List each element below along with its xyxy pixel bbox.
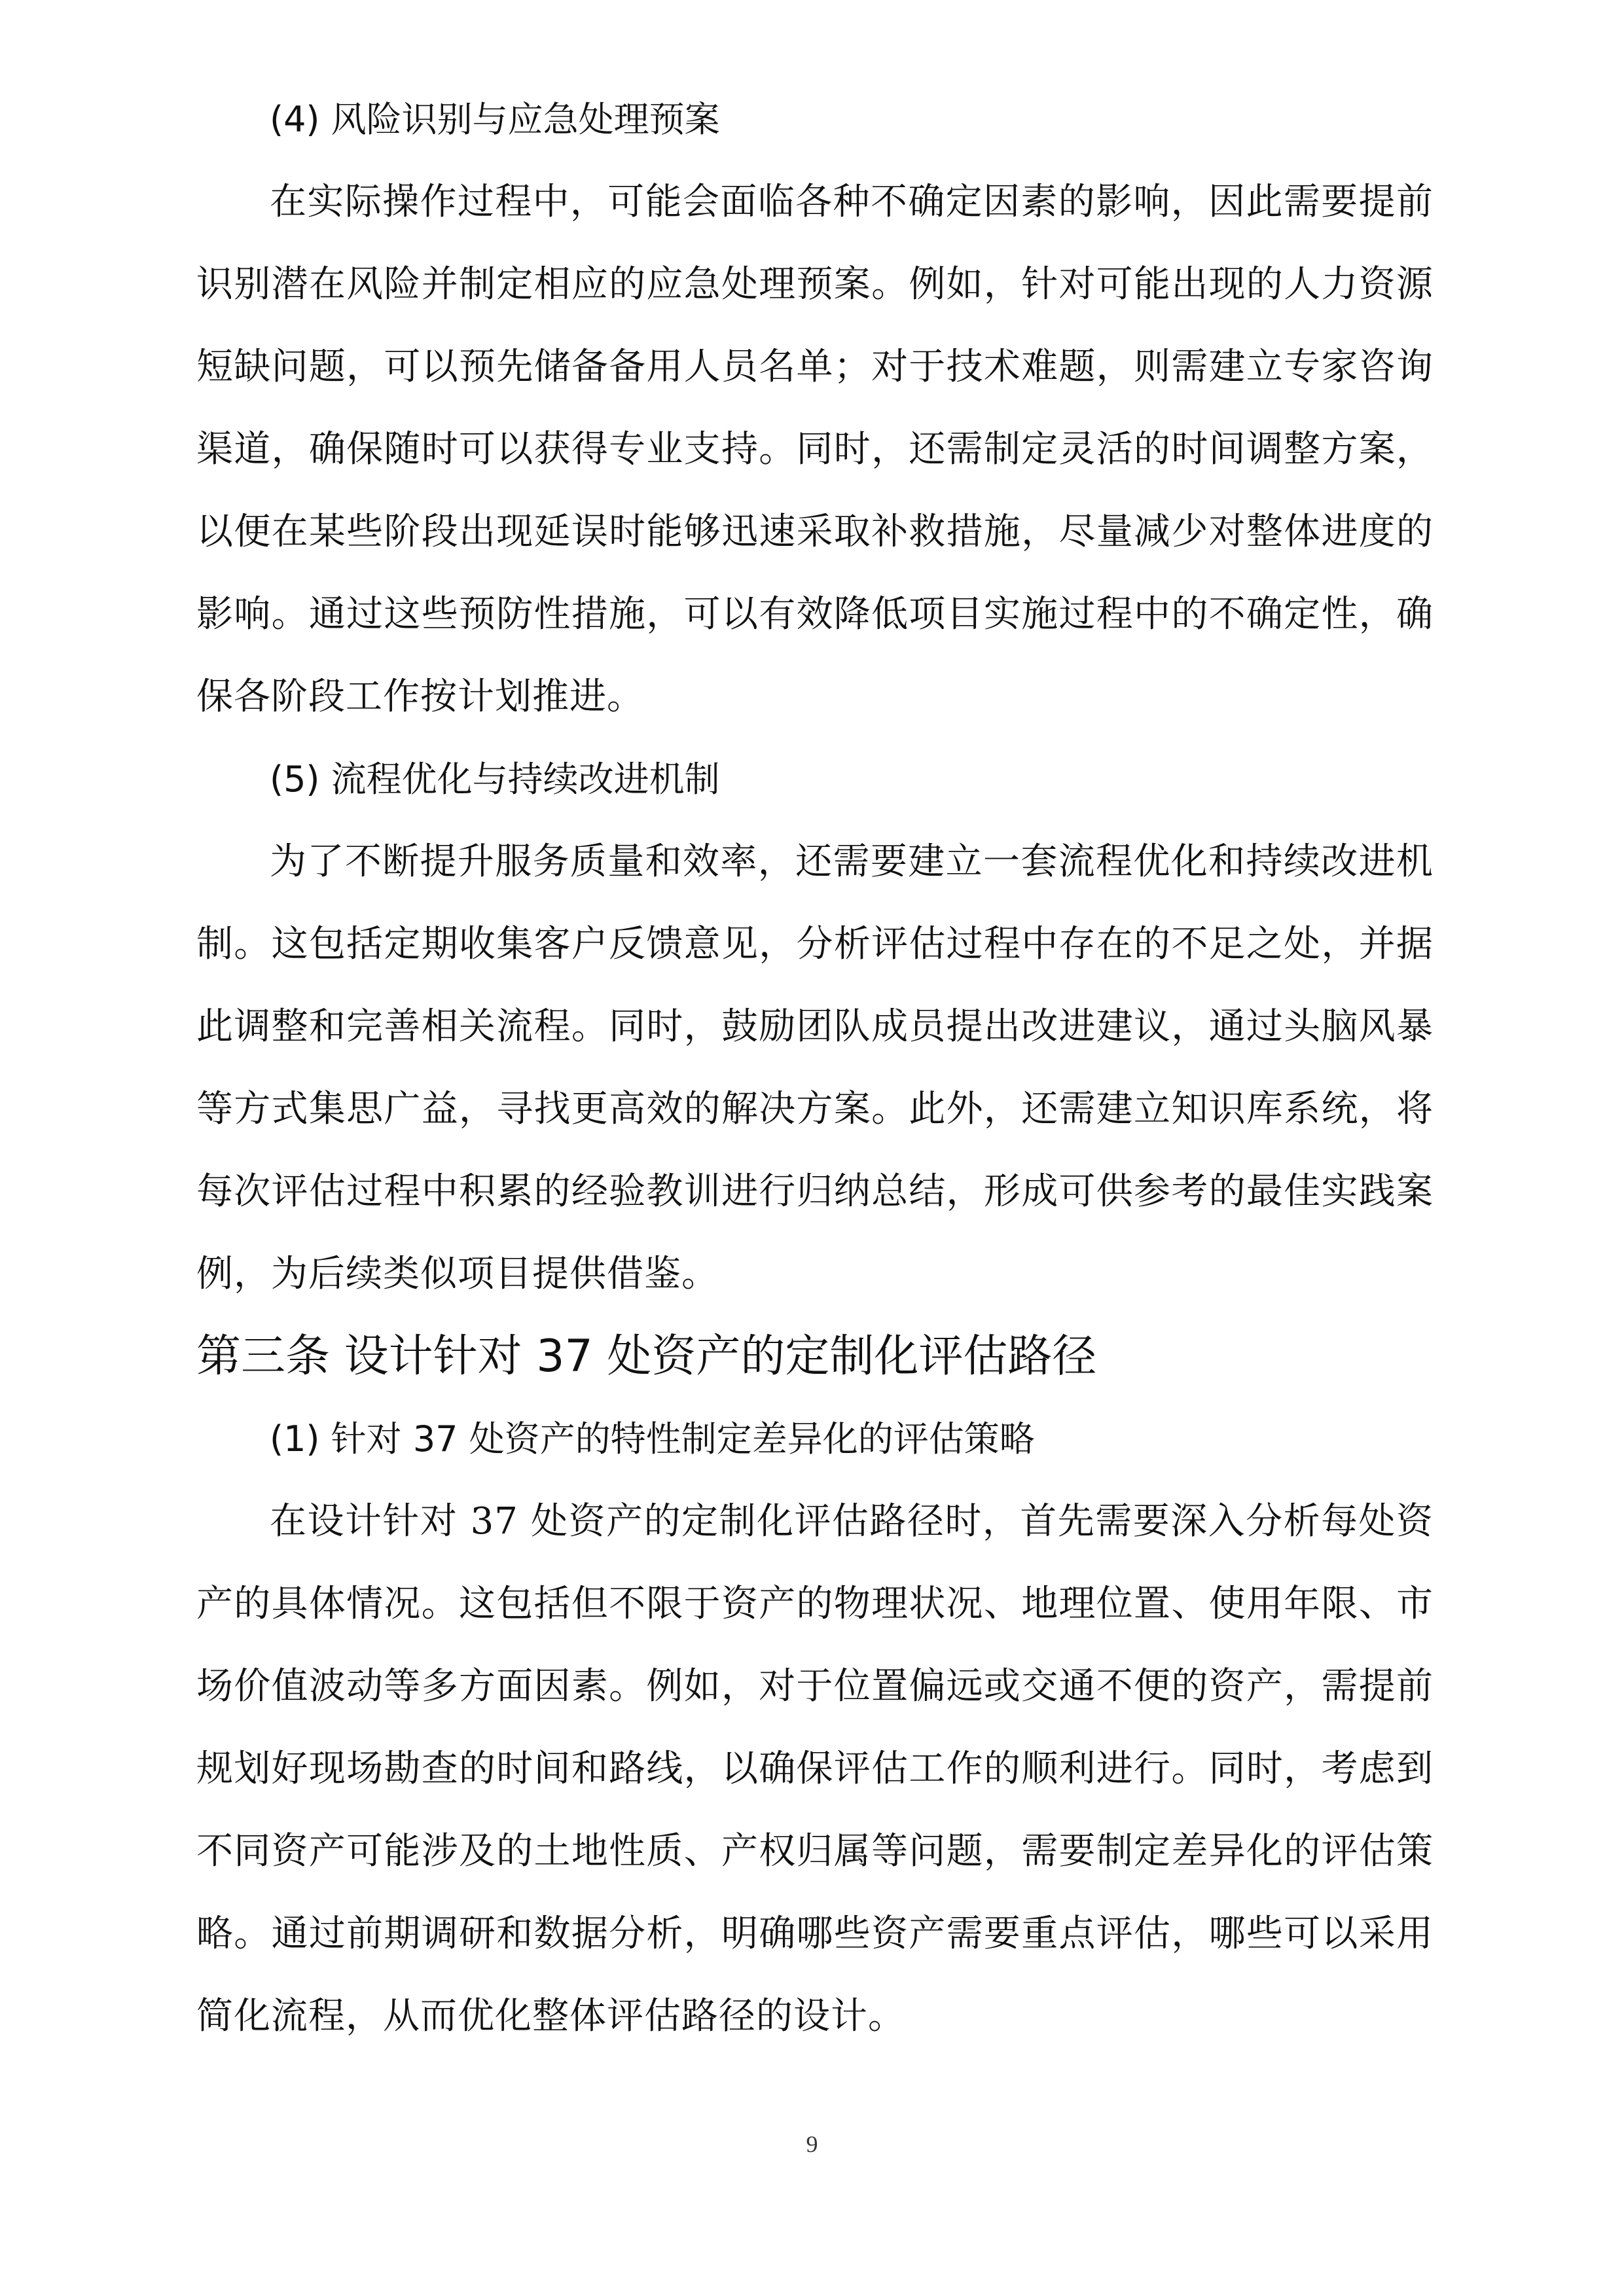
subsection-title-strategy: (1) 针对 37 处资产的特性制定差异化的评估策略: [270, 1418, 1035, 1460]
subsection-title-risk: (4) 风险识别与应急处理预案: [270, 99, 720, 140]
subsection-title-process: (5) 流程优化与持续改进机制: [270, 759, 720, 800]
paragraph-strategy: 在设计针对 37 处资产的定制化评估路径时，首先需要深入分析每处资产的具体情况。这包括但不限于资产的物理状况、地理位置、使用年限、市场价值波动等多方面因素。例如，对于位置偏远或交通不便的资产，需提前规划好现场勘查的时间和路线，以确保评估工作的顺利进行。同时，考虑到不同资产可能涉及的土地性质、产权归属等问题，需要制定差异化的评估策略。通过前期调研和数据分析，明确哪些资产需要重点评估，哪些可以采用简化流程，从而优化整体评估路径的设计。: [196, 1500, 1434, 2037]
paragraph-risk: 在实际操作过程中，可能会面临各种不确定因素的影响，因此需要提前识别潜在风险并制定相应的应急处理预案。例如，针对可能出现的人力资源短缺问题，可以预先储备备用人员名单；对于技术难题，则需建立专家咨询渠道，确保随时可以获得专业支持。同时，还需制定灵活的时间调整方案，以便在某些阶段出现延误时能够迅速采取补救措施，尽量减少对整体进度的影响。通过这些预防性措施，可以有效降低项目实施过程中的不确定性，确保各阶段工作按计划推进。: [196, 181, 1434, 718]
article-heading: 第三条 设计针对 37 处资产的定制化评估路径: [196, 1331, 1097, 1382]
paragraph-process: 为了不断提升服务质量和效率，还需要建立一套流程优化和持续改进机制。这包括定期收集客户反馈意见，分析评估过程中存在的不足之处，并据此调整和完善相关流程。同时，鼓励团队成员提出改进建议，通过头脑风暴等方式集思广益，寻找更高效的解决方案。此外，还需建立知识库系统，将每次评估过程中积累的经验教训进行归纳总结，形成可供参考的最佳实践案例，为后续类似项目提供借鉴。: [196, 840, 1434, 1295]
document-page: [196, 79, 1434, 2058]
page-number: 9: [806, 2131, 818, 2157]
